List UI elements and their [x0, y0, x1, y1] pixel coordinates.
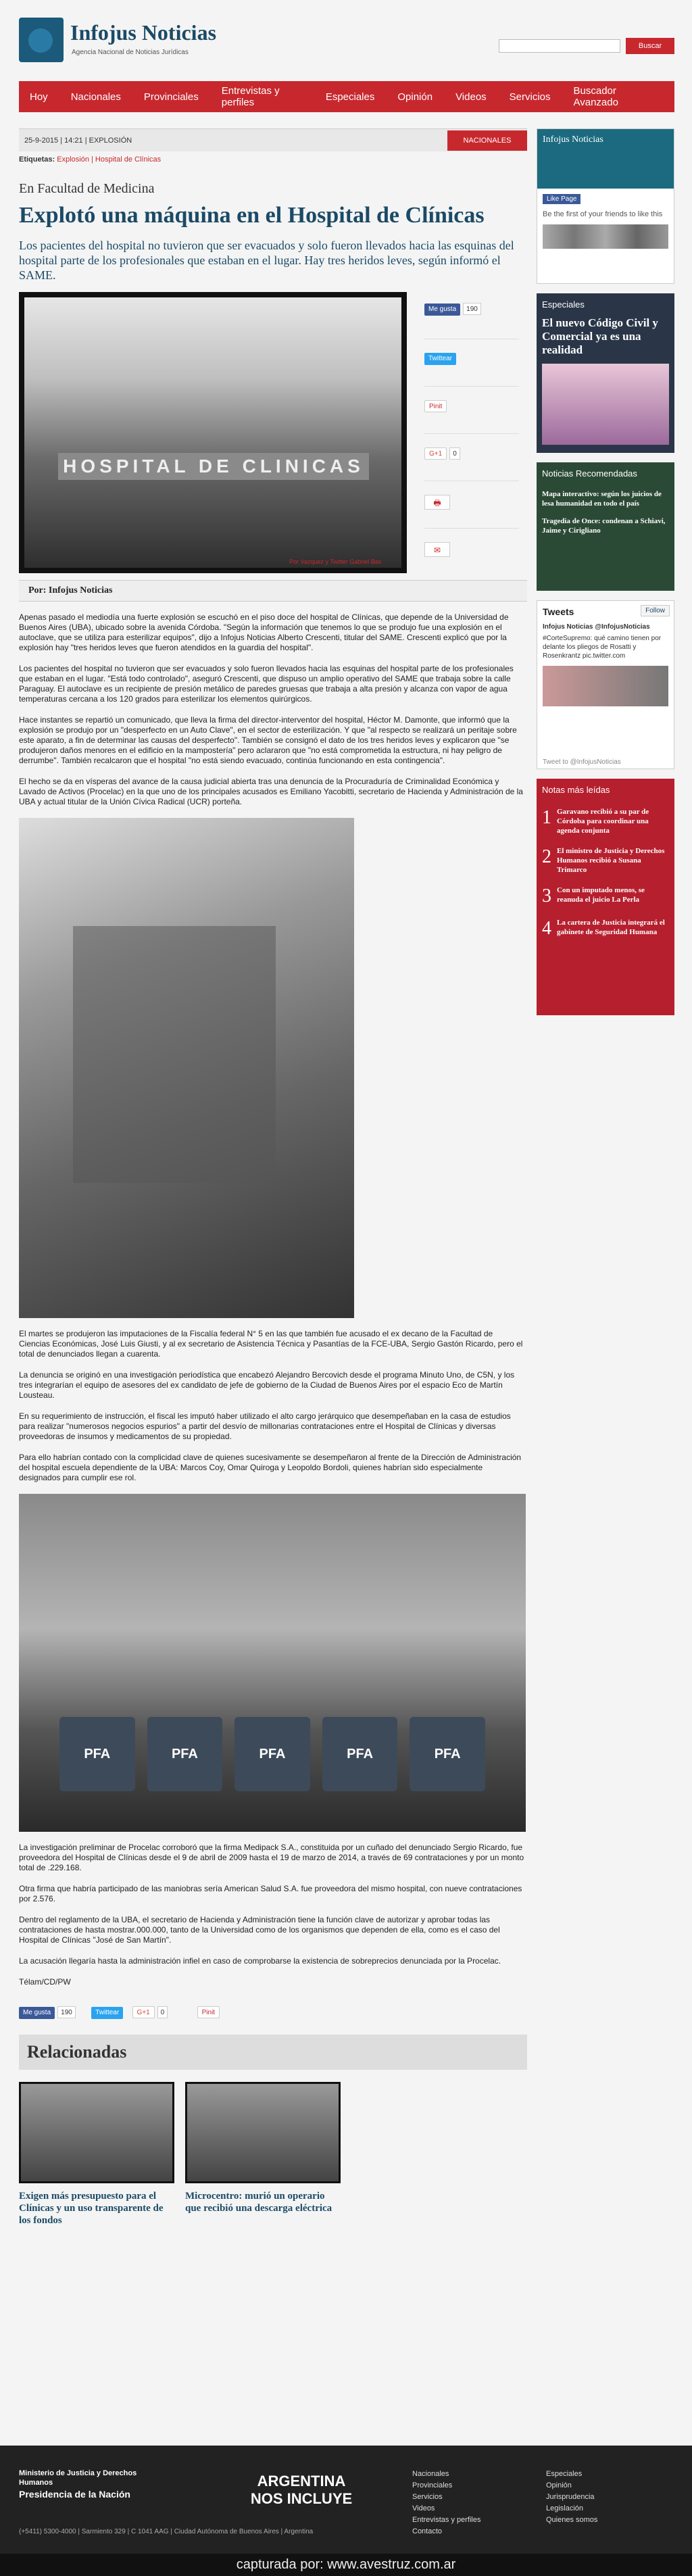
recommended-heading: Noticias Recomendadas	[542, 468, 637, 479]
print-icon[interactable]: 🖶	[424, 495, 450, 510]
google-plus-count: 0	[449, 447, 460, 460]
related-title[interactable]: Microcentro: murió un operario que recibió una descarga eléctrica	[185, 2191, 332, 2214]
facebook-faces	[543, 224, 668, 249]
nav-item-buscador[interactable]: Buscador Avanzado	[573, 85, 618, 108]
nav-item-servicios[interactable]: Servicios	[509, 91, 551, 103]
article-kicker: En Facultad de Medicina	[19, 181, 155, 196]
most-read-title[interactable]: Con un imputado menos, se reanuda el juicio La Perla	[557, 886, 645, 904]
hero-section	[19, 292, 527, 573]
especiales-heading: Especiales	[542, 299, 585, 310]
most-read-item[interactable]	[537, 841, 674, 880]
site-logo[interactable]: Infojus Noticias	[70, 20, 217, 45]
footer-link[interactable]: Opinión	[546, 2481, 572, 2489]
most-read-title[interactable]: Garavano recibió a su par de Córdoba para coordinar una agenda conjunta	[557, 808, 649, 835]
nav-item-nacionales[interactable]: Nacionales	[70, 91, 121, 103]
article-body	[19, 612, 527, 1987]
paragraph: El hecho se da en vísperas del avance de la causa judicial abierta tras una denuncia de la Procuraduría de Criminalidad Económica y Lavado de Activos (Procelac) en la que uno de los principales acusados es Emiliano Yacobitti, secretario de Hacienda y Administración de la UBA y actual titular de la Unión Cívica Radical (UCR) porteña.	[19, 777, 523, 806]
especiales-title[interactable]: El nuevo Código Civil y Comercial ya es una realidad	[542, 316, 658, 356]
google-plus-button[interactable]: G+1	[132, 2006, 155, 2018]
rank-number: 1	[542, 807, 551, 828]
tags-row	[19, 155, 527, 169]
footer-address: (+5411) 5300-4000 | Sarmiento 329 | C 1041 AAG | Ciudad Autónoma de Buenos Aires | Argentina	[19, 2528, 314, 2535]
paragraph: Para ello habrían contado con la complicidad clave de quienes sucesivamente se desempeñaron al frente de la Dirección de Administración del hospital escuela dependiente de la UBA: Marcos Coy, Omar Quiroga y Leopoldo Bordoli, quienes habrían sido especialmente designados para cumplir ese rol.	[19, 1453, 522, 1482]
paragraph: Dentro del reglamento de la UBA, el secretario de Hacienda y Administración tiene la función clave de autorizar y aprobar todas las contrataciones de hasta mostrar.000.000, tanto de la Universidad como de los organismos que dependen de ella, como es el caso del Hospital de Clínicas "José de San Martín".	[19, 1915, 500, 1945]
article-author: Por: Infojus Noticias	[19, 580, 527, 602]
article-source: Télam/CD/PW	[19, 1977, 71, 1987]
related-list	[19, 2082, 527, 2227]
pinterest-button[interactable]: Pinit	[197, 2006, 220, 2018]
article-meta: 25-9-2015 | 14:21 | EXPLOSIÓN	[24, 137, 132, 145]
shield: PFA	[147, 1717, 223, 1791]
facebook-banner	[537, 129, 674, 189]
hero-image	[19, 292, 407, 573]
share-column	[424, 292, 519, 576]
recommended-item[interactable]: Mapa interactivo: según los juicios de lesa humanidad en todo el país	[542, 490, 662, 508]
article-column	[19, 128, 527, 2227]
site-header	[19, 15, 674, 69]
related-item[interactable]	[185, 2082, 341, 2227]
recommended-block	[537, 462, 674, 591]
most-read-item[interactable]	[537, 802, 674, 841]
footer-presidency[interactable]: Presidencia de la Nación	[19, 2489, 130, 2500]
tags-label: Etiquetas:	[19, 155, 55, 164]
pinterest-button[interactable]: Pinit	[424, 400, 447, 412]
hero-caption: Por Vazquez y Twitter Gabriel Bas	[289, 558, 382, 565]
footer-link[interactable]: Quienes somos	[546, 2516, 598, 2524]
shield: PFA	[322, 1717, 398, 1791]
related-image[interactable]	[185, 2082, 341, 2183]
tweet-user[interactable]: Infojus Noticias @InfojusNoticias	[543, 623, 650, 631]
tweets-heading: Tweets	[543, 606, 574, 617]
facebook-count: 190	[57, 2006, 76, 2018]
google-plus-button[interactable]: G+1	[424, 447, 447, 460]
nav-item-hoy[interactable]: Hoy	[30, 91, 48, 103]
twitter-button[interactable]: Twittear	[91, 2007, 123, 2019]
paragraph: Hace instantes se repartió un comunicado, que lleva la firma del director-interventor del hospital, Héctor M. Damonte, que informó que la explosión se produjo por un "desperfecto en un Auto Clave", en el sector de esterilización. Y que "al respecto se realizará un peritaje sobre este aparato, a fin de determinar las causas del desperfecto". También se consignó el dato de los tres heridos leves y explicaron que "se produjeron daños menores en el edificio en la mampostería" pero aclararon que "no está comprometida la estructura, ni hay peligro de derrumbe". También recalcaron que el hospital "no está siendo evacuado, continúa funcionando en esta contingencia".	[19, 715, 517, 765]
nav-item-videos[interactable]: Videos	[455, 91, 487, 103]
footer-link[interactable]: Provinciales	[412, 2481, 453, 2489]
facebook-page-title[interactable]: Infojus Noticias	[543, 135, 603, 145]
mail-icon[interactable]: ✉	[424, 542, 450, 557]
paragraph: La acusación llegaría hasta la administración infiel en caso de comprobarse la existencia de sobreprecios denunciada por la Procelac.	[19, 1956, 501, 1966]
footer-link[interactable]: Especiales	[546, 2470, 583, 2478]
capture-watermark: capturada por: www.avestruz.com.ar	[0, 2554, 692, 2576]
especiales-image[interactable]	[542, 364, 669, 445]
tweet-image[interactable]	[543, 666, 668, 706]
logo-icon[interactable]	[19, 18, 64, 62]
twitter-button[interactable]: Twittear	[424, 353, 456, 365]
paragraph: Los pacientes del hospital no tuvieron que ser evacuados y solo fueron llevados hacia las esquinas del hospital parte de los profesionales que estaban en el lugar. "Está todo controlado", aseguró Crescenti, que dispuso un amplio operativo del SAME que trabaja sobre la calle Paraguay. El autoclave es un recipiente de presión metálico de paredes gruesas que trabaja a alta presión y alcanza con vapor de agua temperaturas cercana a los 120 grados para esterilizar los elementos quirúrgicos.	[19, 664, 514, 704]
facebook-widget	[537, 128, 674, 284]
article-lead: Los pacientes del hospital no tuvieron que ser evacuados y solo fueron llevados hacia las esquinas del hospital parte de los profesionales que estaban en el lugar. Hay tres heridos leves, según informó el SAME.	[19, 239, 514, 282]
footer-ministry[interactable]: Ministerio de Justicia y Derechos Humanos	[19, 2469, 137, 2487]
footer-links-2	[546, 2469, 597, 2526]
paragraph: En su requerimiento de instrucción, el fiscal les imputó haber utilizado el alto cargo jerárquico que desempeñaban en la casa de estudios para realizar "numerosos negocios espurios" a partir del desvío de millonarias contrataciones entre el Hospital de Clínicas y diversas proveedoras de insumos y medicamentos de su propiedad.	[19, 1411, 511, 1441]
footer-link[interactable]: Servicios	[412, 2493, 443, 2501]
shield: PFA	[234, 1717, 310, 1791]
related-item[interactable]	[19, 2082, 174, 2227]
site-footer	[0, 2446, 692, 2554]
footer-link[interactable]: Jurisprudencia	[546, 2493, 595, 2501]
nav-item-entrevistas[interactable]: Entrevistas y perfiles	[221, 85, 280, 108]
most-read-item[interactable]	[537, 913, 674, 945]
category-badge[interactable]: NACIONALES	[447, 130, 527, 151]
hospital-sign: HOSPITAL DE CLINICAS	[58, 453, 369, 480]
site-subtitle: Agencia Nacional de Noticias Jurídicas	[72, 49, 189, 56]
most-read-title[interactable]: La cartera de Justicia integrará el gabinete de Seguridad Humana	[557, 919, 665, 936]
paragraph: El martes se produjeron las imputaciones de la Fiscalía federal N° 5 en las que también fue acusado el ex decano de la Facultad de Ciencias Económicas, José Luis Giusti, y al ex secretario de Asistencia Técnica y Pasantías de la FCE-UBA, Sergio Gastón Ricardo, pero el total de denunciados llegan a cuarenta.	[19, 1329, 523, 1359]
footer-link[interactable]: Legislación	[546, 2504, 584, 2512]
google-plus-count: 0	[157, 2006, 168, 2018]
footer-link[interactable]: Contacto	[412, 2527, 443, 2535]
nav-item-especiales[interactable]: Especiales	[325, 91, 375, 103]
most-read-block	[537, 779, 674, 1015]
rank-number: 3	[542, 885, 551, 906]
facebook-like-page-button[interactable]: Like Page	[543, 194, 580, 204]
footer-link[interactable]: Nacionales	[412, 2470, 449, 2478]
tweet-text: #CorteSupremo: qué camino tienen por delante los pliegos de Rosatti y Rosenkrantz pic.twitter.com	[543, 635, 662, 660]
paragraph: Apenas pasado el mediodía una fuerte explosión se escuchó en el piso doce del hospital de Clínicas, que depende de la Universidad de Buenos Aires (UBA), ubicado sobre la avenida Córdoba. "Según la información que tenemos lo que se produjo fue una explosión en el autoclave, que se utiliza para esterilizar equipos", dijo a Infojus Noticias Alberto Crescenti, titular del SAME. Crescenti explicó que por la explosión hay "tres heridos leves que fueron atendidos en la guardia del hospital".	[19, 612, 509, 652]
facebook-like-button[interactable]: Me gusta	[424, 303, 460, 316]
especiales-block	[537, 293, 674, 453]
main-nav	[19, 81, 674, 112]
nav-item-provinciales[interactable]: Provinciales	[143, 91, 199, 103]
police-shields	[59, 1717, 485, 1791]
most-read-item[interactable]	[537, 880, 674, 913]
footer-link[interactable]: Videos	[412, 2504, 435, 2512]
article-title: Explotó una máquina en el Hospital de Clínicas	[19, 203, 485, 228]
related-title[interactable]: Exigen más presupuesto para el Clínicas y un uso transparente de los fondos	[19, 2191, 164, 2226]
shield: PFA	[410, 1717, 485, 1791]
footer-link[interactable]: Entrevistas y perfiles	[412, 2516, 481, 2524]
tweets-widget	[537, 600, 674, 769]
tweet-to-link[interactable]: Tweet to @InfojusNoticias	[543, 758, 621, 766]
footer-links-1	[412, 2469, 480, 2537]
sidebar	[537, 128, 674, 1015]
bottom-share-bar	[19, 2006, 527, 2021]
nav-item-opinion[interactable]: Opinión	[397, 91, 433, 103]
facebook-count: 190	[463, 303, 481, 315]
related-image[interactable]	[19, 2082, 174, 2183]
shield: PFA	[59, 1717, 135, 1791]
related-heading: Relacionadas	[19, 2035, 527, 2070]
search-input[interactable]	[499, 39, 620, 53]
search-button[interactable]: Buscar	[626, 38, 674, 54]
most-read-heading: Notas más leídas	[542, 785, 610, 795]
rank-number: 2	[542, 846, 551, 867]
follow-button[interactable]: Follow	[641, 605, 670, 616]
most-read-title[interactable]: El ministro de Justicia y Derechos Humanos recibió a Susana Trimarco	[557, 847, 665, 874]
recommended-item[interactable]: Tragedia de Once: condenan a Schiavi, Jaime y Cirigliano	[542, 517, 666, 535]
paragraph: La investigación preliminar de Procelac corroboró que la firma Medipack S.A., constituida por un cuñado del denunciado Sergio Ricardo, fue proveedora del Hospital de Clínicas desde el 9 de abril de 2009 hasta el 19 de marzo de 2014, a través de 69 contrataciones y por un monto total de .229.168.	[19, 1843, 524, 1872]
facebook-text: Be the first of your friends to like this	[543, 210, 663, 218]
explosion-photo	[19, 818, 354, 1318]
footer-argentina-logo: ARGENTINA NOS INCLUYE	[250, 2473, 353, 2507]
police-photo	[19, 1494, 526, 1832]
paragraph: La denuncia se originó en una investigación periodística que encabezó Alejandro Bercovich desde el programa Minuto Uno, de C5N, y los tres integrarían el equipo de asesores del ex candidato de jefe de gobierno de la Ciudad de Buenos Aires por el espacio Eco de Martín Lousteau.	[19, 1370, 515, 1400]
paragraph: Otra firma que habría participado de las maniobras sería American Salud S.A. fue proveedora del mismo hospital, con nueve contrataciones por 2.576.	[19, 1884, 522, 1903]
debris-shape	[73, 926, 276, 1183]
tags-links[interactable]: Explosión | Hospital de Clínicas	[57, 155, 162, 164]
facebook-like-button[interactable]: Me gusta	[19, 2007, 55, 2019]
article-meta-bar	[19, 128, 527, 151]
rank-number: 4	[542, 918, 551, 939]
